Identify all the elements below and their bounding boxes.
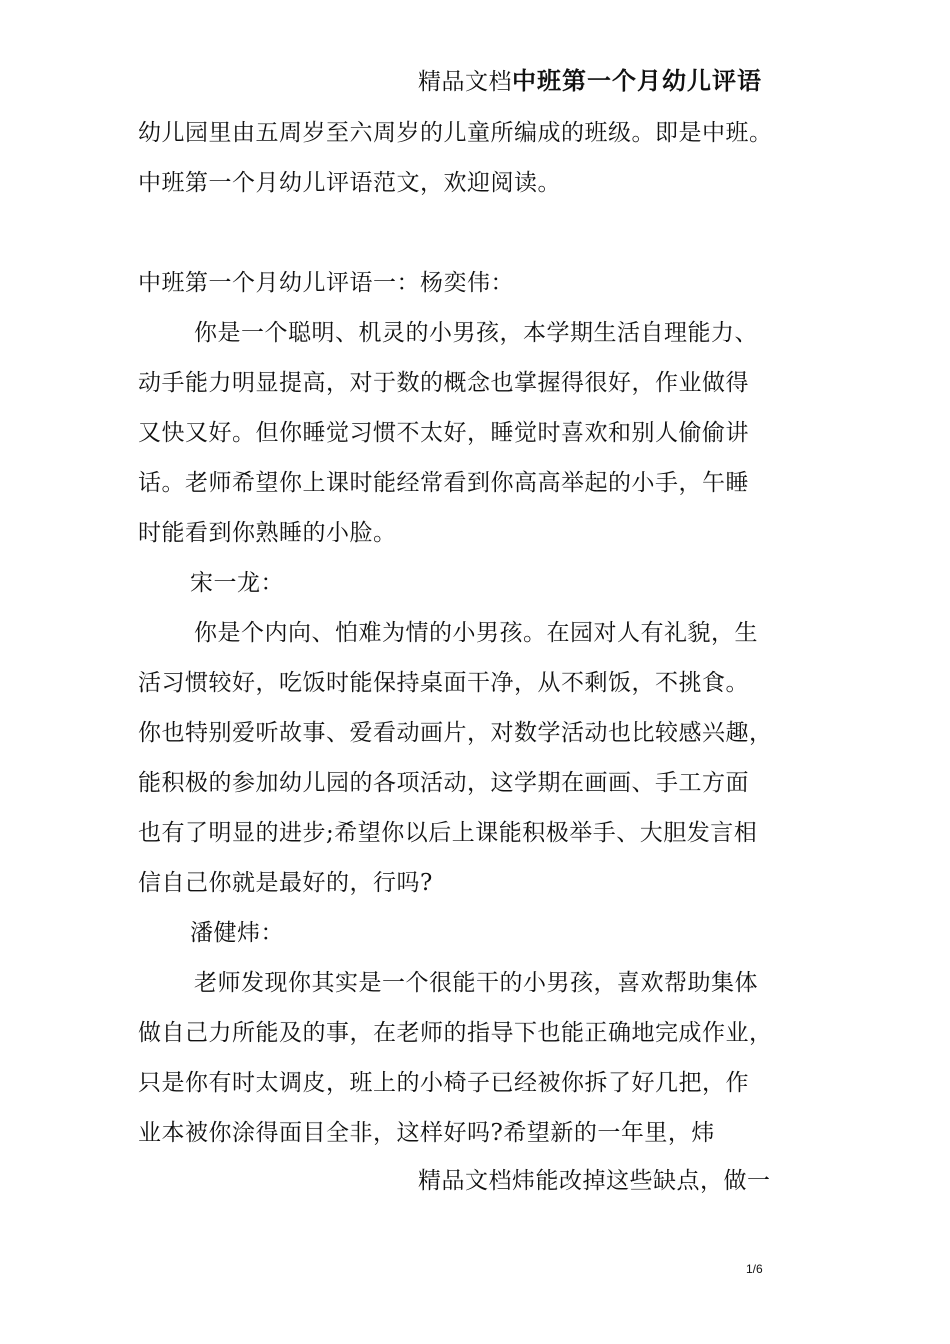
paragraph1-line-4: 话。老师希望你上课时能经常看到你高高举起的小手，午睡 bbox=[138, 470, 749, 496]
paragraph2-line-1: 你是个内向、怕难为情的小男孩。在园对人有礼貌，生 bbox=[194, 620, 758, 646]
paragraph1-line-5: 时能看到你熟睡的小脸。 bbox=[138, 520, 397, 546]
paragraph3-line-3: 只是你有时太调皮，班上的小椅子已经被你拆了好几把，作 bbox=[138, 1070, 749, 1096]
paragraph1-line-3: 又快又好。但你睡觉习惯不太好，睡觉时喜欢和别人偷偷讲 bbox=[138, 420, 749, 446]
section-title: 中班第一个月幼儿评语一：杨奕伟： bbox=[138, 270, 514, 296]
student-name-3: 潘健炜： bbox=[190, 920, 284, 946]
document-title: 中班第一个月幼儿评语 bbox=[512, 67, 762, 95]
footer-text: 炜能改掉这些缺点，做一 bbox=[512, 1168, 771, 1194]
page-header bbox=[418, 66, 762, 97]
paragraph3-line-4: 业本被你涂得面目全非，这样好吗?希望新的一年里，炜 bbox=[138, 1120, 715, 1146]
header-prefix: 精品文档 bbox=[418, 69, 512, 95]
paragraph2-line-6: 信自己你就是最好的，行吗? bbox=[138, 870, 433, 896]
intro-line-1: 幼儿园里由五周岁至六周岁的儿童所编成的班级。即是中班。 bbox=[138, 120, 773, 146]
student-name-2: 宋一龙： bbox=[190, 570, 284, 596]
page-number: 1/6 bbox=[746, 1262, 763, 1276]
intro-line-2: 中班第一个月幼儿评语范文，欢迎阅读。 bbox=[138, 170, 561, 196]
paragraph3-line-1: 老师发现你其实是一个很能干的小男孩，喜欢帮助集体 bbox=[194, 970, 758, 996]
paragraph1-line-1: 你是一个聪明、机灵的小男孩，本学期生活自理能力、 bbox=[194, 320, 758, 346]
paragraph2-line-5: 也有了明显的进步;希望你以后上课能积极举手、大胆发言相 bbox=[138, 820, 758, 846]
paragraph2-line-2: 活习惯较好，吃饭时能保持桌面干净，从不剩饭，不挑食。 bbox=[138, 670, 749, 696]
paragraph2-line-3: 你也特别爱听故事、爱看动画片，对数学活动也比较感兴趣， bbox=[138, 720, 773, 746]
paragraph3-line-2: 做自己力所能及的事，在老师的指导下也能正确地完成作业， bbox=[138, 1020, 773, 1046]
paragraph1-line-2: 动手能力明显提高，对于数的概念也掌握得很好，作业做得 bbox=[138, 370, 749, 396]
page-footer-line bbox=[418, 1166, 771, 1196]
footer-prefix: 精品文档 bbox=[418, 1168, 512, 1194]
paragraph2-line-4: 能积极的参加幼儿园的各项活动，这学期在画画、手工方面 bbox=[138, 770, 749, 796]
